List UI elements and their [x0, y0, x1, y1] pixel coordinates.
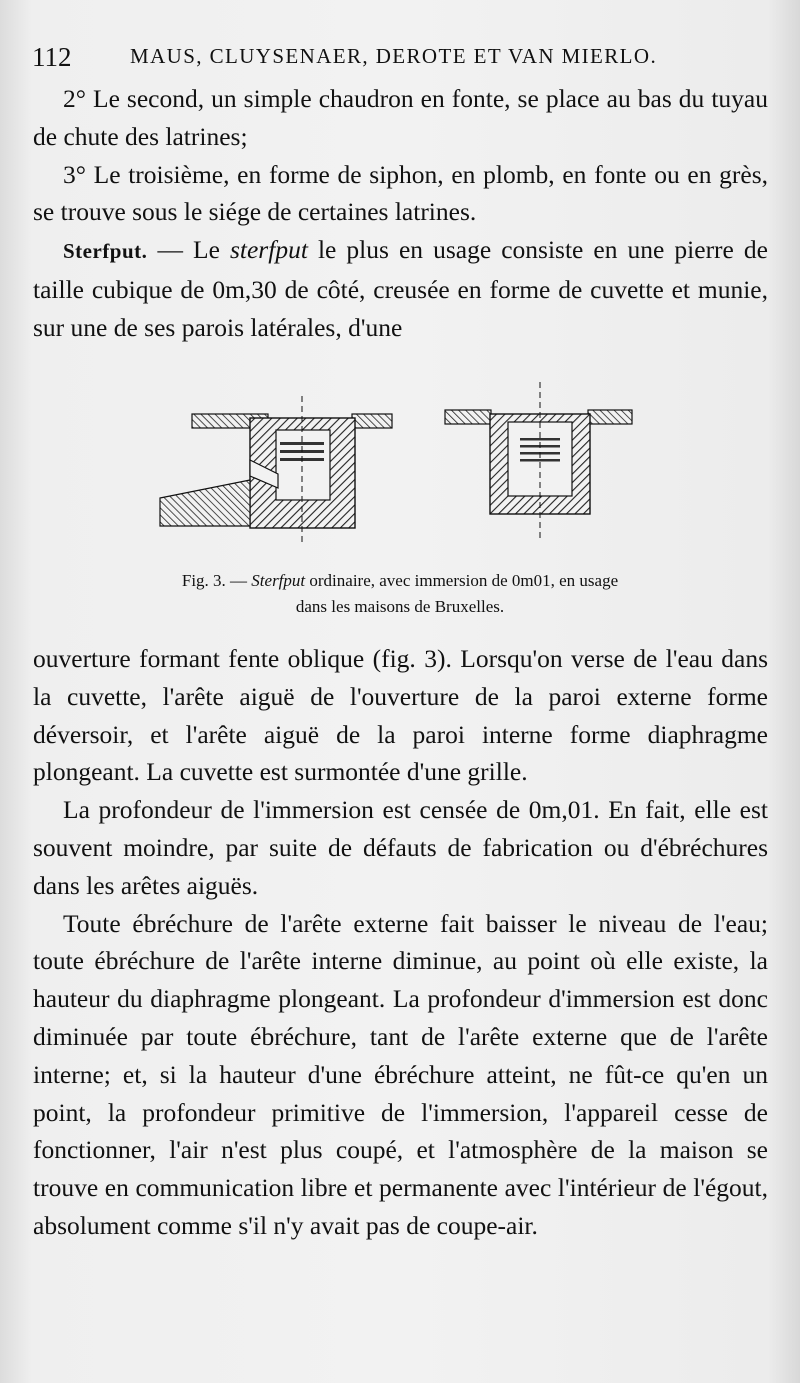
page-number: 112 — [32, 42, 72, 72]
section-label: Sterfput. — [63, 239, 148, 264]
caption-line-1-rest: ordinaire, avec immersion de 0m01, en usage — [305, 571, 619, 590]
caption-prefix: Fig. 3. — — [181, 571, 252, 590]
right-section-drawing — [445, 382, 632, 538]
running-head: MAUS, CLUYSENAER, DEROTE ET VAN MIERLO. — [130, 44, 658, 68]
text-block-bottom — [33, 640, 768, 1245]
dash-text: — Le — [147, 235, 230, 265]
paragraph-second-item: 2° Le second, un simple chaudron en fonte, se place au bas du tuyau de chute des latrines; — [33, 84, 768, 151]
caption-term: Sterfput — [251, 571, 306, 590]
paragraph-third-item: 3° Le troisième, en forme de siphon, en plomb, en fonte ou en grès, se trouve sous le siége de certaines latrines. — [33, 159, 768, 227]
sterfput-description: le plus en usage consiste en une pierre de taille cubique de 0m,30 de côté, creusée en forme de cuvette et munie, sur une de ses parois latérales, d'une — [33, 235, 768, 342]
paragraph-profondeur: La profondeur de l'immersion est censée de 0m,01. En fait, elle est souvent moindre, par suite de défauts de fabrication ou d'ébréchures dans les arêtes aiguës. — [33, 795, 768, 900]
page-header — [32, 38, 760, 74]
caption-line-2: dans les maisons de Bruxelles. — [295, 597, 505, 616]
paragraph-sterfput — [33, 231, 768, 346]
sterfput-term: sterfput — [229, 235, 308, 265]
figure-caption — [60, 568, 740, 620]
text-block-top — [33, 80, 768, 347]
paragraph-ebrechure: Toute ébréchure de l'arête externe fait baisser le niveau de l'eau; toute ébréchure de l'arête interne diminue, au point où elle existe, la hauteur du diaphragme plongeant. La profondeur d'immersion est donc diminuée par toute ébréchure, tant de l'arête externe que de l'arête interne; et, si la hauteur d'une ébréchure atteint, ne fût-ce qu'en un point, la profondeur primitive de l'immersion, l'appareil cesse de fonctionner, l'air n'est plus coupé, et l'atmosphère de la maison se trouve en communication libre et permanente avec l'intérieur de l'égout, absolument comme s'il n'y avait pas de coupe-air. — [33, 908, 768, 1240]
sterfput-figure — [150, 378, 650, 548]
caption-line-1 — [60, 568, 740, 594]
left-section-drawing — [160, 396, 392, 543]
paragraph-ouverture: ouverture formant fente oblique (fig. 3). Lorsqu'on verse de l'eau dans la cuvette, l'arête aiguë de l'ouverture de la paroi externe forme déversoir, et l'arête aiguë de la paroi interne forme diaphragme plongeant. La cuvette est surmontée d'une grille. — [33, 644, 768, 787]
